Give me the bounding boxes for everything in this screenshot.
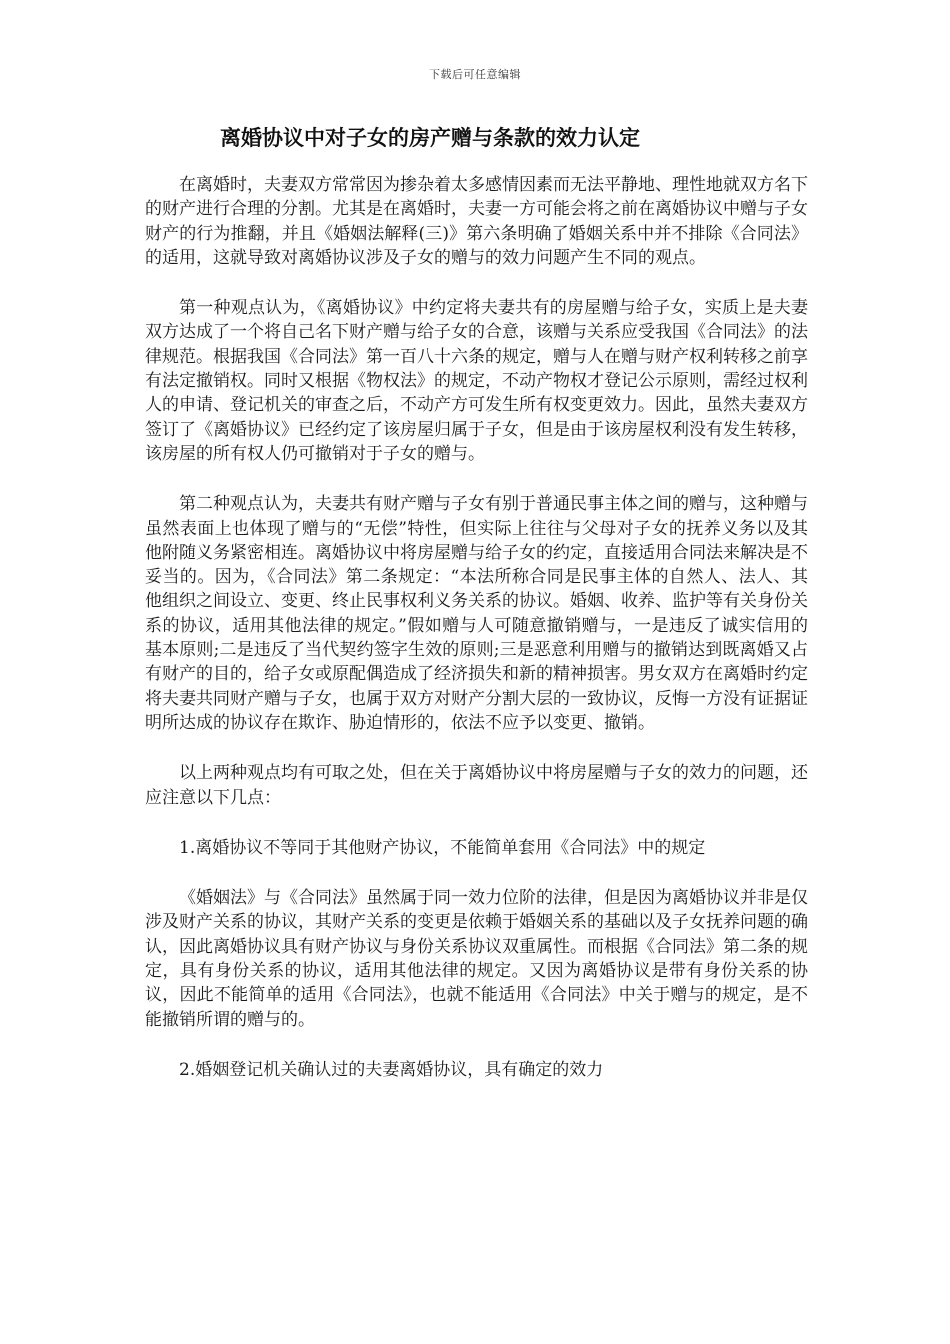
paragraph-first-view: 第一种观点认为，《离婚协议》中约定将夫妻共有的房屋赠与给子女，实质上是夫妻双方达成了一个将自己名下财产赠与给子女的合意，该赠与关系应受我国《合同法》的法律规范。根据我国《合同法》第一百八十六条的规定，赠与人在赠与财产权利转移之前享有法定撤销权。同时又根据《物权法》的规定，不动产物权才登记公示原则，需经过权利人的申请、登记机关的审查之后，不动产方可发生所有权变更效力。因此，虽然夫妻双方签订了《离婚协议》已经约定了该房屋归属于子女，但是由于该房屋权利没有发生转移，该房屋的所有权人仍可撤销对于子女的赠与。	[145, 298, 808, 464]
section-heading-1: 1.离婚协议不等同于其他财产协议，不能简单套用《合同法》中的规定	[179, 837, 706, 858]
header-note: 下载后可任意编辑	[429, 68, 521, 81]
document-body	[145, 173, 808, 1108]
paragraph-intro: 在离婚时，夫妻双方常常因为掺杂着太多感情因素而无法平静地、理性地就双方名下的财产进行合理的分割。尤其是在离婚时，夫妻一方可能会将之前在离婚协议中赠与子女财产的行为推翻，并且《婚姻法解释(三)》第六条明确了婚姻关系中并不排除《合同法》的适用，这就导致对离婚协议涉及子女的赠与的效力问题产生不同的观点。	[145, 175, 808, 268]
document-title: 离婚协议中对子女的房产赠与条款的效力认定	[220, 126, 640, 150]
paragraph-second-view: 第二种观点认为，夫妻共有财产赠与子女有别于普通民事主体之间的赠与，这种赠与虽然表面上也体现了赠与的“无偿”特性，但实际上往往与父母对子女的抚养义务以及其他附随义务紧密相连。离婚协议中将房屋赠与给子女的约定，直接适用合同法来解决是不妥当的。因为，《合同法》第二条规定：“本法所称合同是民事主体的自然人、法人、其他组织之间设立、变更、终止民事权利义务关系的协议。婚姻、收养、监护等有关身份关系的协议，适用其他法律的规定。”假如赠与人可随意撤销赠与，一是违反了诚实信用的基本原则;二是违反了当代契约签字生效的原则;三是恶意利用赠与的撤销达到既离婚又占有财产的目的，给子女或原配偶造成了经济损失和新的精神损害。男女双方在离婚时约定将夫妻共同财产赠与子女，也属于双方对财产分割大层的一致协议，反悔一方没有证据证明所达成的协议存在欺诈、胁迫情形的，依法不应予以变更、撤销。	[145, 494, 808, 733]
section-heading-2: 2.婚姻登记机关确认过的夫妻离婚协议，具有确定的效力	[179, 1059, 604, 1080]
paragraph-summary: 以上两种观点均有可取之处，但在关于离婚协议中将房屋赠与子女的效力的问题，还应注意以下几点：	[145, 763, 808, 808]
paragraph-section-1: 《婚姻法》与《合同法》虽然属于同一效力位阶的法律，但是因为离婚协议并非是仅涉及财产关系的协议，其财产关系的变更是依赖于婚姻关系的基础以及子女抚养问题的确认，因此离婚协议具有财产协议与身份关系协议双重属性。而根据《合同法》第二条的规定，具有身份关系的协议，适用其他法律的规定。又因为离婚协议是带有身份关系的协议，因此不能简单的适用《合同法》，也就不能适用《合同法》中关于赠与的规定，是不能撤销所谓的赠与的。	[145, 888, 808, 1030]
